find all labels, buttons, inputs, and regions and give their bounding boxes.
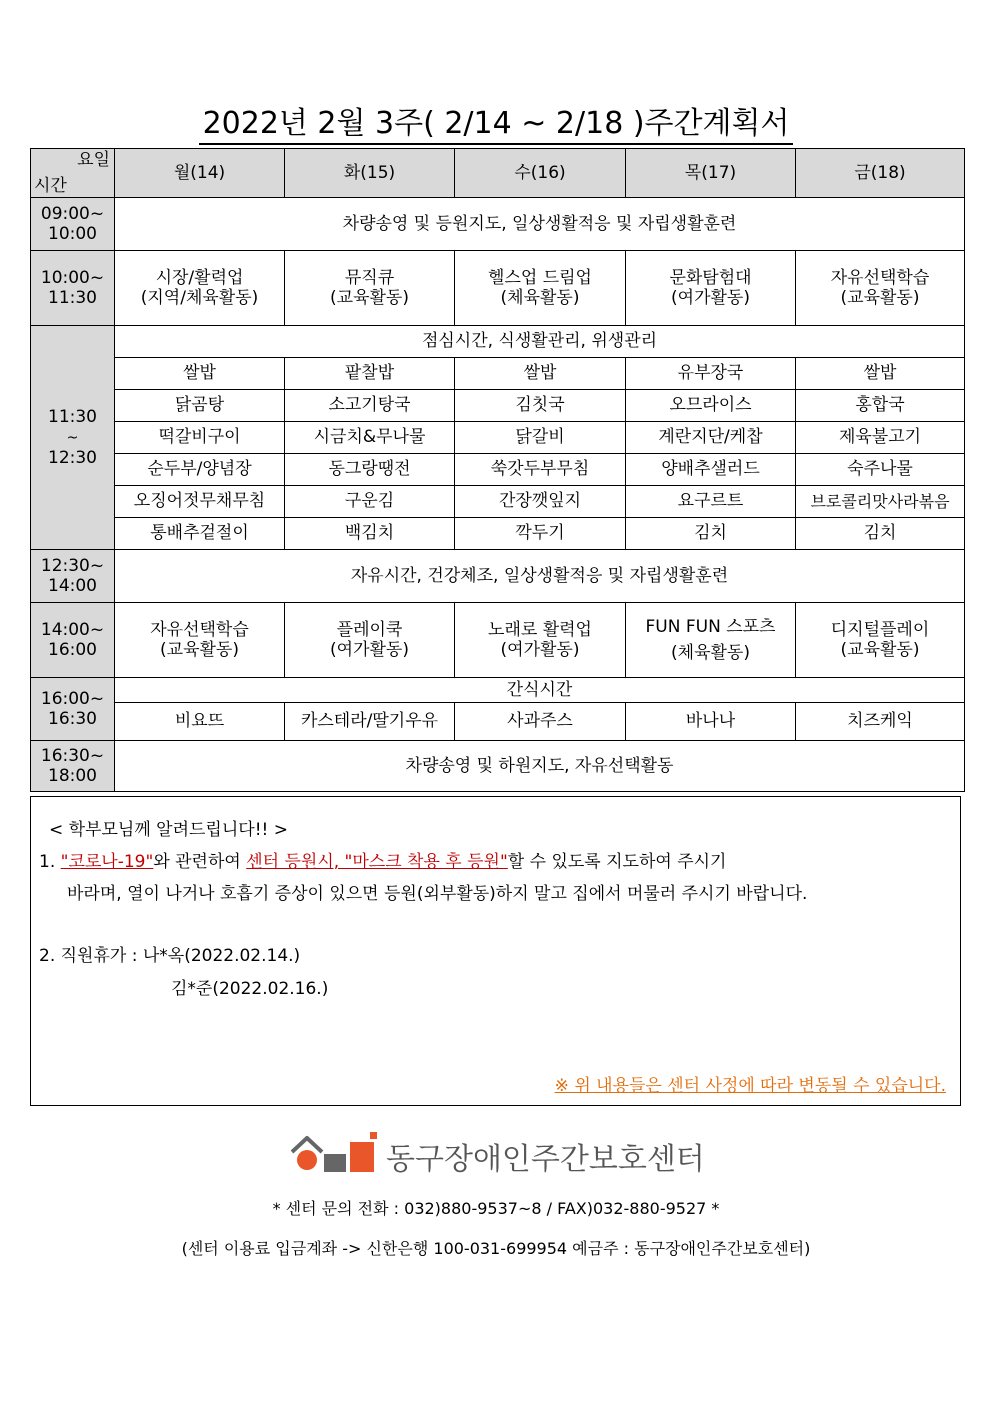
time-start: 16:30~ bbox=[40, 745, 105, 766]
activity-cell bbox=[285, 603, 455, 678]
notice-heading: < 학부모님께 알려드립니다!! > bbox=[49, 820, 288, 840]
notice-item-2: 2. 직원휴가 : 나*옥(2022.02.14.) bbox=[39, 946, 301, 966]
activity-type: (교육활동) bbox=[840, 288, 920, 308]
weekly-schedule-table bbox=[30, 148, 965, 792]
menu-item: 닭곰탕 bbox=[115, 390, 285, 422]
menu-item: 홍합국 bbox=[796, 390, 965, 422]
snack-item: 치즈케익 bbox=[796, 703, 965, 741]
notice-highlight-covid: "코로나-19" bbox=[60, 852, 154, 872]
menu-item: 쌀밥 bbox=[455, 358, 626, 390]
menu-item: 쑥갓두부무침 bbox=[455, 454, 626, 486]
menu-row bbox=[31, 390, 965, 422]
snack-header: 간식시간 bbox=[115, 678, 965, 703]
activity-cell bbox=[626, 603, 796, 678]
time-end: 18:00 bbox=[48, 766, 97, 786]
menu-item: 김치 bbox=[626, 518, 796, 550]
menu-item: 브로콜리맛사라볶음 bbox=[796, 486, 965, 518]
day-header-mon: 월(14) bbox=[115, 149, 285, 198]
activity-cell bbox=[796, 251, 965, 326]
menu-item: 양배추샐러드 bbox=[626, 454, 796, 486]
menu-row bbox=[31, 518, 965, 550]
snack-row bbox=[31, 703, 965, 741]
activity-name: 자유선택학습 bbox=[150, 619, 249, 640]
snack-item: 사과주스 bbox=[455, 703, 626, 741]
menu-item: 구운김 bbox=[285, 486, 455, 518]
notice-item-1 bbox=[39, 847, 726, 872]
notice-highlight-mask: 센터 등원시, "마스크 착용 후 등원" bbox=[246, 852, 508, 872]
activity-type: (여가활동) bbox=[671, 288, 750, 308]
activity-type: (여가활동) bbox=[500, 640, 580, 660]
time-cell-1630 bbox=[31, 741, 115, 792]
contact-info: * 센터 문의 전화 : 032)880-9537~8 / FAX)032-880-9527 * bbox=[272, 1199, 720, 1218]
activity-type: (교육활동) bbox=[330, 288, 409, 308]
header-row bbox=[31, 149, 965, 198]
lunch-header: 점심시간, 식생활관리, 위생관리 bbox=[115, 326, 965, 358]
menu-item: 김칫국 bbox=[455, 390, 626, 422]
menu-row bbox=[31, 454, 965, 486]
activity-name: FUN FUN 스포츠 bbox=[645, 617, 776, 637]
activity-type: (여가활동) bbox=[330, 640, 409, 660]
slot-row-1400 bbox=[31, 603, 965, 678]
menu-item: 깍두기 bbox=[455, 518, 626, 550]
menu-item: 숙주나물 bbox=[796, 454, 965, 486]
notice-item-2-line2: 김*준(2022.02.16.) bbox=[171, 979, 329, 999]
time-start: 10:00~ bbox=[40, 267, 105, 288]
lunch-header-row bbox=[31, 326, 965, 358]
activity-name: 자유선택학습 bbox=[830, 267, 930, 288]
time-cell-lunch bbox=[31, 326, 115, 550]
activity-cell bbox=[796, 603, 965, 678]
time-start: 11:30 bbox=[48, 407, 97, 428]
notice-number: 1. bbox=[39, 852, 56, 872]
menu-item: 닭갈비 bbox=[455, 422, 626, 454]
slot-text-0900: 차량송영 및 등원지도, 일상생활적응 및 자립생활훈련 bbox=[115, 198, 965, 251]
page-title-text: 2022년 2월 3주( 2/14 ~ 2/18 )주간계획서 bbox=[199, 106, 794, 145]
notice-item-1-line2: 바라며, 열이 나거나 호흡기 증상이 있으면 등원(외부활동)하지 말고 집에서 머물러 주시기 바랍니다. bbox=[67, 884, 808, 904]
slot-text-1230: 자유시간, 건강체조, 일상생활적응 및 자립생활훈련 bbox=[115, 550, 965, 603]
menu-item: 오므라이스 bbox=[626, 390, 796, 422]
time-cell-0900 bbox=[31, 198, 115, 251]
menu-item: 통배추겉절이 bbox=[115, 518, 285, 550]
menu-item: 계란지단/케찹 bbox=[626, 422, 796, 454]
activity-name: 문화탐험대 bbox=[669, 267, 752, 288]
notice-text: 할 수 있도록 지도하여 주시기 bbox=[507, 852, 727, 872]
menu-item: 백김치 bbox=[285, 518, 455, 550]
activity-cell bbox=[455, 251, 626, 326]
time-start: 09:00~ bbox=[40, 203, 105, 224]
time-end: 11:30 bbox=[48, 288, 97, 308]
activity-name: 플레이쿡 bbox=[336, 619, 403, 640]
slot-row-1000 bbox=[31, 251, 965, 326]
slot-row-1630 bbox=[31, 741, 965, 792]
time-end: 16:00 bbox=[48, 640, 97, 660]
day-header-thu: 목(17) bbox=[626, 149, 796, 198]
time-start: 14:00~ bbox=[40, 619, 105, 640]
menu-item: 오징어젓무채무침 bbox=[115, 486, 285, 518]
activity-type: (체육활동) bbox=[500, 288, 580, 308]
menu-item: 요구르트 bbox=[626, 486, 796, 518]
notice-box bbox=[30, 796, 961, 1106]
activity-cell bbox=[285, 251, 455, 326]
snack-item: 카스테라/딸기우유 bbox=[285, 703, 455, 741]
time-cell-1230 bbox=[31, 550, 115, 603]
activity-type: (교육활동) bbox=[840, 640, 920, 660]
snack-item: 바나나 bbox=[626, 703, 796, 741]
snack-item: 비요뜨 bbox=[115, 703, 285, 741]
notice-text: 와 관련하여 bbox=[153, 852, 247, 872]
day-header-wed: 수(16) bbox=[455, 149, 626, 198]
menu-item: 시금치&무나물 bbox=[285, 422, 455, 454]
time-cell-1400 bbox=[31, 603, 115, 678]
account-info: (센터 이용료 입금계좌 -> 신한은행 100-031-699954 예금주 : 동구장애인주간보호센터) bbox=[181, 1239, 811, 1258]
activity-type: (교육활동) bbox=[160, 640, 239, 660]
slot-row-0900 bbox=[31, 198, 965, 251]
time-start: 16:00~ bbox=[40, 688, 105, 709]
menu-item: 쌀밥 bbox=[115, 358, 285, 390]
center-logo bbox=[290, 1130, 710, 1176]
menu-item: 떡갈비구이 bbox=[115, 422, 285, 454]
time-end: 10:00 bbox=[48, 224, 97, 244]
menu-item: 유부장국 bbox=[626, 358, 796, 390]
menu-item: 쌀밥 bbox=[796, 358, 965, 390]
corner-cell bbox=[31, 149, 115, 198]
menu-item: 제육불고기 bbox=[796, 422, 965, 454]
slot-text-1630: 차량송영 및 하원지도, 자유선택활동 bbox=[115, 741, 965, 792]
day-header-tue: 화(15) bbox=[285, 149, 455, 198]
day-header-fri: 금(18) bbox=[796, 149, 965, 198]
menu-item: 순두부/양념장 bbox=[115, 454, 285, 486]
snack-header-row bbox=[31, 678, 965, 703]
time-end: 14:00 bbox=[48, 576, 97, 596]
time-separator: ~ bbox=[66, 429, 79, 446]
activity-cell bbox=[455, 603, 626, 678]
time-cell-1000 bbox=[31, 251, 115, 326]
activity-cell bbox=[626, 251, 796, 326]
page-title bbox=[0, 98, 992, 142]
menu-item: 김치 bbox=[796, 518, 965, 550]
corner-time-label: 시간 bbox=[34, 175, 67, 196]
time-cell-1600 bbox=[31, 678, 115, 741]
menu-row bbox=[31, 358, 965, 390]
activity-name: 뮤직큐 bbox=[344, 267, 395, 288]
menu-row bbox=[31, 422, 965, 454]
activity-name: 시장/활력업 bbox=[155, 267, 244, 288]
menu-item: 팥찰밥 bbox=[285, 358, 455, 390]
activity-type: (지역/체육활동) bbox=[140, 288, 259, 308]
activity-cell bbox=[115, 251, 285, 326]
activity-cell bbox=[115, 603, 285, 678]
activity-name: 디지털플레이 bbox=[830, 619, 930, 640]
slot-row-1230 bbox=[31, 550, 965, 603]
activity-type: (체육활동) bbox=[671, 643, 750, 663]
menu-item: 간장깻잎지 bbox=[455, 486, 626, 518]
activity-name: 헬스업 드림업 bbox=[488, 267, 592, 288]
menu-row bbox=[31, 486, 965, 518]
time-end: 12:30 bbox=[48, 447, 97, 468]
house-logo-icon bbox=[290, 1130, 382, 1176]
center-logo-text: 동구장애인주간보호센터 bbox=[386, 1142, 705, 1177]
menu-item: 동그랑땡전 bbox=[285, 454, 455, 486]
activity-name: 노래로 활력업 bbox=[488, 619, 592, 640]
time-start: 12:30~ bbox=[40, 555, 105, 576]
time-end: 16:30 bbox=[48, 709, 97, 729]
notice-footnote: ※ 위 내용들은 센터 사정에 따라 변동될 수 있습니다. bbox=[554, 1076, 946, 1096]
corner-day-label: 요일 bbox=[77, 150, 110, 170]
menu-item: 소고기탕국 bbox=[285, 390, 455, 422]
